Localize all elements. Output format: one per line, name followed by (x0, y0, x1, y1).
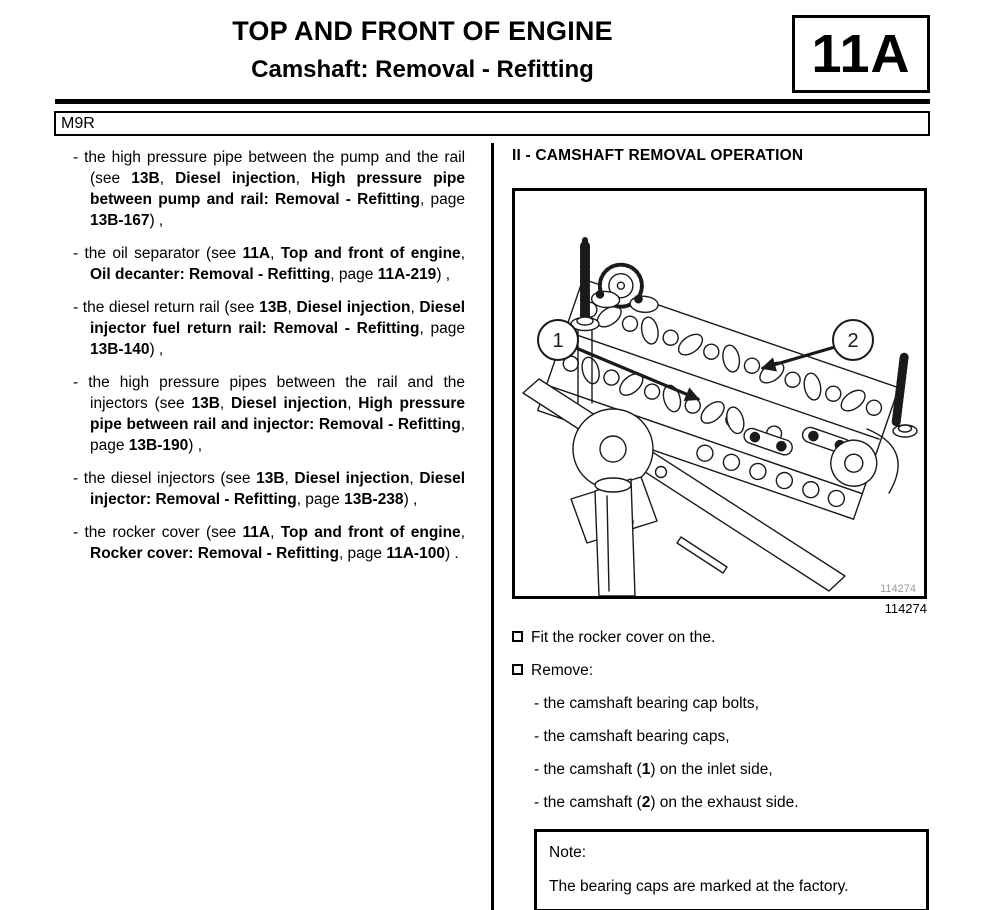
body-text: , (347, 395, 359, 412)
dash-bullet: - (73, 245, 85, 262)
figure-watermark: 114274 (880, 583, 916, 595)
body-text: , page (90, 416, 465, 454)
reference-bold-text: 13B (131, 170, 160, 187)
reference-bold-text: 13B-190 (128, 437, 189, 454)
reference-bold-text: 11A-100 (386, 545, 445, 562)
page-title: TOP AND FRONT OF ENGINE (232, 16, 613, 46)
body-text: , page (420, 191, 465, 208)
body-text: , (295, 170, 311, 187)
reference-bold-text: Diesel injection (294, 470, 410, 487)
reference-bold-text: Diesel injection (231, 395, 348, 412)
note-box (534, 829, 929, 910)
reference-bold-text: 13B-238 (344, 491, 404, 508)
body-text: the rocker cover (see (84, 524, 243, 541)
figure-number: 114274 (884, 601, 927, 616)
reference-bold-text: High pressure pipe between pump and rail: Removal - Refitting (90, 170, 465, 208)
header (55, 16, 790, 84)
reference-bold-text: Diesel injector fuel return rail: Removal - Refitting (90, 299, 466, 337)
reference-bold-text: Top and front of engine (280, 245, 461, 262)
reference-bold-text: 2 (641, 794, 651, 811)
removal-list-item (64, 372, 465, 456)
body-text: ) on the inlet side, (650, 761, 773, 778)
body-text: , (219, 395, 231, 412)
body-text: , page (338, 545, 387, 562)
sub-step-item (534, 693, 930, 714)
body-text: ) , (149, 341, 164, 358)
header-rule (55, 99, 930, 104)
body-text: , page (419, 320, 465, 337)
reference-bold-text: Diesel injection (175, 170, 296, 187)
callout-2-label: 2 (847, 330, 859, 352)
checkbox-square-icon (512, 631, 523, 642)
body-text: ) , (149, 212, 164, 229)
removal-list-item (64, 147, 465, 231)
body-text: Fit the rocker cover on the. (531, 629, 716, 646)
dash-bullet: - (534, 728, 544, 745)
body-text: , (159, 170, 176, 187)
column-divider (491, 143, 494, 910)
body-text: , (287, 299, 297, 316)
dash-bullet: - (534, 695, 544, 712)
body-text: the oil separator (see (84, 245, 243, 262)
dash-bullet: - (73, 299, 83, 316)
body-text: the diesel injectors (see (83, 470, 257, 487)
engine-code-box (54, 111, 930, 136)
body-text: , (284, 470, 295, 487)
removal-list-item (64, 243, 465, 285)
body-text: , page (330, 266, 378, 283)
dash-bullet: - (534, 761, 544, 778)
step-item (512, 660, 930, 681)
reference-bold-text: Diesel injection (296, 299, 411, 316)
step-item (512, 627, 930, 648)
note-label: Note: (549, 844, 587, 861)
checkbox-square-icon (512, 664, 523, 675)
sub-step-item (534, 792, 930, 813)
body-text: ) , (436, 266, 451, 283)
section-heading: II - CAMSHAFT REMOVAL OPERATION (512, 147, 804, 164)
dash-bullet: - (73, 470, 84, 487)
note-text: The bearing caps are marked at the factory. (549, 878, 849, 895)
body-text: the camshaft bearing caps, (543, 728, 730, 745)
reference-bold-text: 1 (641, 761, 651, 778)
left-column (64, 147, 465, 576)
body-text: , (460, 245, 465, 262)
reference-bold-text: Top and front of engine (280, 524, 461, 541)
dash-bullet: - (73, 149, 85, 166)
removal-list-item (64, 522, 465, 564)
callout-1-label: 1 (552, 330, 564, 352)
reference-bold-text: 11A-219 (377, 266, 437, 283)
body-text: , (410, 299, 420, 316)
reference-bold-text: 13B (191, 395, 220, 412)
reference-bold-text: High pressure pipe between rail and injector: Removal - Refitting (90, 395, 466, 433)
body-text: , (460, 524, 465, 541)
dash-bullet: - (73, 524, 85, 541)
engine-drawing (515, 191, 924, 596)
dash-bullet: - (73, 374, 89, 391)
dash-bullet: - (534, 794, 544, 811)
reference-bold-text: 13B-167 (90, 212, 150, 229)
body-text: , (270, 245, 281, 262)
reference-bold-text: Diesel injector: Removal - Refitting (90, 470, 465, 508)
reference-bold-text: Rocker cover: Removal - Refitting (90, 545, 339, 562)
engine-code: M9R (61, 115, 95, 132)
body-text: the camshaft ( (543, 794, 642, 811)
body-text: the camshaft bearing cap bolts, (543, 695, 759, 712)
engine-stand-mount (571, 409, 657, 596)
body-text: the camshaft ( (543, 761, 642, 778)
body-text: the high pressure pipe between the pump and the rail (see (84, 149, 466, 187)
body-text: ) , (403, 491, 418, 508)
section-code-box (792, 15, 930, 93)
procedure-steps (512, 627, 930, 813)
reference-bold-text: 13B (256, 470, 285, 487)
body-text: ) on the exhaust side. (650, 794, 799, 811)
section-code: 11A (811, 24, 911, 84)
removal-list-item (64, 468, 465, 510)
figure-box (512, 188, 927, 599)
reference-bold-text: 11A (242, 524, 271, 541)
body-text: the diesel return rail (see (82, 299, 260, 316)
reference-bold-text: 13B-140 (90, 341, 150, 358)
removal-list-item (64, 297, 465, 360)
body-text: ) , (188, 437, 203, 454)
body-text: ) . (444, 545, 459, 562)
sub-step-item (534, 759, 930, 780)
right-column (512, 147, 930, 910)
body-text: , page (296, 491, 345, 508)
body-text: , (270, 524, 281, 541)
body-text: , (409, 470, 420, 487)
body-text: Remove: (531, 662, 594, 679)
reference-bold-text: 13B (259, 299, 288, 316)
reference-bold-text: 11A (242, 245, 271, 262)
page-subtitle: Camshaft: Removal - Refitting (251, 56, 594, 83)
sub-step-item (534, 726, 930, 747)
body-text: the high pressure pipes between the rail and the injectors (see (88, 374, 466, 412)
reference-bold-text: Oil decanter: Removal - Refitting (90, 266, 331, 283)
